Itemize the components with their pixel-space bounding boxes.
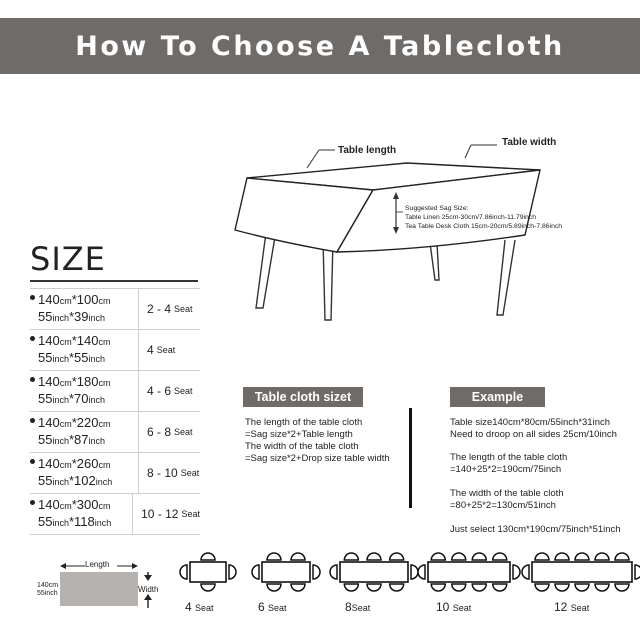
page-title: How To Choose A Tablecloth: [75, 30, 565, 62]
chair-icon: [390, 584, 404, 591]
sag-line-2: Tea Table Desk Cloth 15cm-20cm/5.89inch-7.86inch: [405, 223, 563, 230]
chair-icon: [452, 584, 466, 591]
chair-icon: [615, 553, 629, 560]
seating-diagram-4: [180, 553, 236, 591]
dining-table: [428, 562, 510, 582]
formula-line-1: The length of the table cloth: [245, 417, 363, 428]
formula-line-2: =Sag size*2+Table length: [245, 429, 353, 440]
header-banner: [0, 18, 640, 74]
example-line-3: The length of the table cloth: [450, 452, 568, 463]
chair-icon: [330, 565, 337, 579]
chair-icon: [513, 565, 520, 579]
table-leg-right: [497, 240, 515, 315]
chair-icon: [431, 584, 445, 591]
bullet-icon: [30, 418, 35, 423]
section-divider: [409, 408, 412, 508]
size-row: [30, 330, 200, 371]
bullet-icon: [30, 500, 35, 505]
seating-diagram-12: [522, 553, 640, 591]
chair-icon: [313, 565, 320, 579]
size-row: [30, 494, 200, 535]
seating-diagrams: [170, 548, 640, 598]
bullet-icon: [30, 377, 35, 382]
example-line-1: Table size140cm*80cm/55inch*31inch: [450, 417, 611, 428]
size-seats: 4 Seat: [138, 330, 175, 370]
table-length-pointer: [307, 150, 319, 168]
chair-icon: [344, 553, 358, 560]
size-title: SIZE: [30, 240, 106, 278]
chair-icon: [390, 553, 404, 560]
chair-icon: [493, 584, 507, 591]
table-width-label: Table width: [502, 137, 557, 148]
chair-icon: [575, 584, 589, 591]
chair-icon: [615, 584, 629, 591]
swatch-length-label: Length: [85, 560, 110, 569]
chair-icon: [635, 565, 640, 579]
size-seats: 4 - 6 Seat: [138, 371, 193, 411]
chair-icon: [229, 565, 236, 579]
chair-icon: [267, 553, 281, 560]
chair-icon: [472, 584, 486, 591]
size-dimensions: 140cm*140cm 55inch*55inch: [30, 333, 138, 367]
formula-heading: Table cloth sizet: [243, 387, 363, 407]
size-dimensions: 140cm*220cm 55inch*87inch: [30, 415, 138, 449]
chair-icon: [472, 553, 486, 560]
chair-icon: [522, 565, 529, 579]
formula-line-3: The width of the table cloth: [245, 441, 359, 452]
chair-icon: [595, 584, 609, 591]
chair-icon: [535, 584, 549, 591]
bullet-icon: [30, 295, 35, 300]
chair-icon: [555, 553, 569, 560]
swatch-width-label: Width: [138, 585, 159, 594]
chair-icon: [267, 584, 281, 591]
chair-icon: [201, 553, 215, 560]
chair-icon: [418, 565, 425, 579]
size-table: [30, 288, 200, 535]
seating-label-12: 12 Seat: [554, 600, 590, 614]
size-dimensions: 140cm*180cm 55inch*70inch: [30, 374, 138, 408]
example-line-7: Just select 130cm*190cm/75inch*51inch: [450, 524, 621, 535]
chair-icon: [575, 553, 589, 560]
chair-icon: [291, 584, 305, 591]
formula-line-4: =Sag size*2+Drop size table width: [245, 453, 390, 464]
size-dimensions: 140cm*260cm 55inch*102inch: [30, 456, 138, 490]
chair-icon: [367, 553, 381, 560]
example-heading: Example: [450, 387, 545, 407]
seating-label-4: 4 Seat: [185, 600, 214, 614]
seating-diagram-10: [418, 553, 520, 591]
sag-line-1: Table Linen 25cm-30cm/7.86inch-11.79inch: [405, 214, 536, 221]
seating-label-8: 8Seat: [345, 600, 371, 614]
size-seats: 8 - 10 Seat: [138, 453, 199, 493]
example-line-6: =80+25*2=130cm/51inch: [450, 500, 556, 511]
chair-icon: [493, 553, 507, 560]
chair-icon: [595, 553, 609, 560]
size-seats: 10 - 12 Seat: [132, 494, 200, 534]
swatch-cm: 140cm: [37, 582, 59, 589]
chair-icon: [452, 553, 466, 560]
chair-icon: [201, 584, 215, 591]
size-dimensions: 140cm*300cm 55inch*118inch: [30, 497, 132, 531]
chair-icon: [252, 565, 259, 579]
size-row: [30, 453, 200, 494]
example-line-2: Need to droop on all sides 25cm/10inch: [450, 429, 617, 440]
chair-icon: [431, 553, 445, 560]
size-row: [30, 288, 200, 330]
example-line-4: =140+25*2=190cm/75inch: [450, 464, 562, 475]
dining-table: [532, 562, 632, 582]
dining-table: [190, 562, 226, 582]
chair-icon: [411, 565, 418, 579]
chair-icon: [180, 565, 187, 579]
chair-icon: [344, 584, 358, 591]
swatch-inch: 55inch: [37, 590, 58, 597]
size-dimensions: 140cm*100cm 55inch*39inch: [30, 292, 138, 326]
example-line-5: The width of the table cloth: [450, 488, 564, 499]
chair-icon: [535, 553, 549, 560]
table-leg-back-right: [430, 243, 439, 280]
table-width-pointer: [465, 145, 471, 158]
dining-table: [262, 562, 310, 582]
bullet-icon: [30, 459, 35, 464]
size-seats: 2 - 4 Seat: [138, 289, 193, 329]
table-leg-front-left: [323, 240, 333, 320]
seating-label-6: 6 Seat: [258, 600, 287, 614]
sag-title: Suggested Sag Size:: [405, 205, 469, 212]
chair-icon: [555, 584, 569, 591]
size-divider: [30, 280, 198, 282]
dining-table: [340, 562, 408, 582]
seating-label-10: 10 Seat: [436, 600, 472, 614]
bullet-icon: [30, 336, 35, 341]
table-length-label: Table length: [338, 145, 397, 156]
chair-icon: [367, 584, 381, 591]
seating-diagram-8: [330, 553, 418, 591]
size-row: [30, 412, 200, 453]
size-row: [30, 371, 200, 412]
chair-icon: [291, 553, 305, 560]
seating-diagram-6: [252, 553, 320, 591]
size-seats: 6 - 8 Seat: [138, 412, 193, 452]
